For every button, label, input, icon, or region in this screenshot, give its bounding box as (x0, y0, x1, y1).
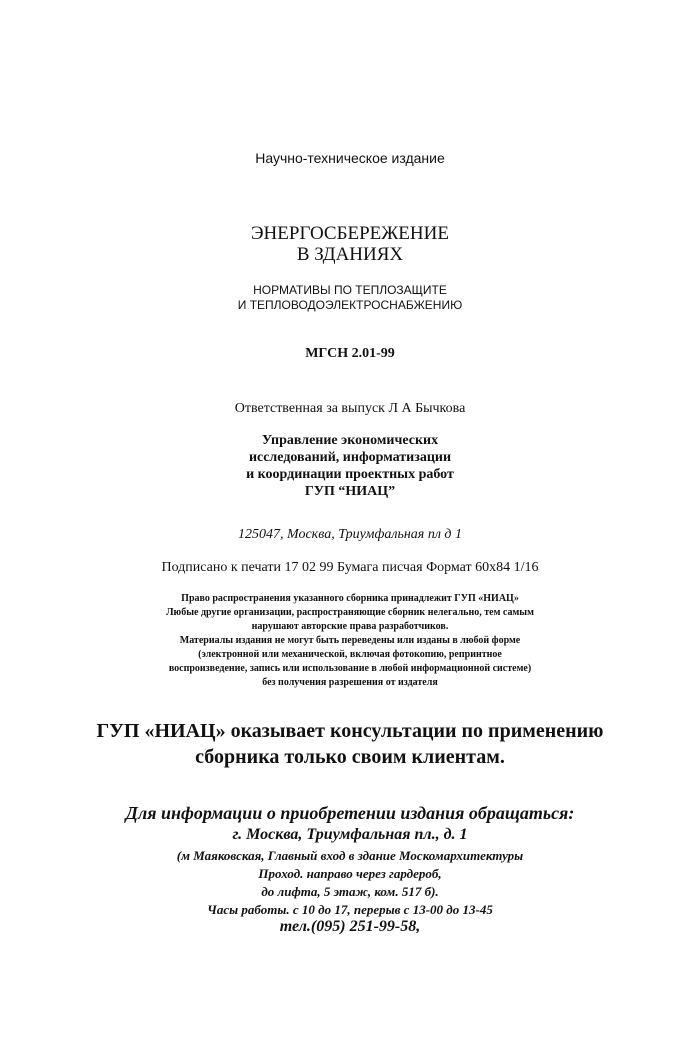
print-info: Подписано к печати 17 02 99 Бумага писчая Формат 60х84 1/16 (161, 560, 539, 575)
consult-line-2: сборника только своим клиентам. (195, 746, 505, 768)
publisher-line-4: ГУП “НИАЦ” (304, 484, 396, 499)
edition-type: Научно-техническое издание (255, 150, 445, 166)
subtitle-line-1: НОРМАТИВЫ ПО ТЕПЛОЗАЩИТЕ (253, 283, 447, 297)
document-code: МГСН 2.01-99 (305, 346, 395, 361)
contact-heading: Для информации о приобретении издания обращаться: (125, 803, 575, 823)
rights-line-1: Право распространения указанного сборника принадлежит ГУП «НИАЦ» (181, 593, 519, 604)
contact-address: г. Москва, Триумфальная пл., д. 1 (232, 826, 468, 843)
contact-phone: тел.(095) 251-99-58, (279, 918, 421, 935)
rights-line-3: нарушают авторские права разработчиков. (251, 621, 449, 632)
rights-line-4: Материалы издания не могут быть переведены или изданы в любой форме (179, 635, 521, 646)
rights-line-2: Любые другие организации, распространяющие сборник нелегально, тем самым (166, 607, 534, 618)
contact-directions-3: до лифта, 5 этаж, ком. 517 б). (261, 884, 439, 899)
contact-directions-2: Проход. направо через гардероб, (258, 866, 442, 881)
title-line-1: ЭНЕРГОСБЕРЕЖЕНИЕ (251, 223, 449, 244)
title-line-2: В ЗДАНИЯХ (296, 244, 404, 265)
rights-line-7: без получения разрешения от издателя (262, 677, 438, 688)
publisher-address: 125047, Москва, Триумфальная пл д 1 (238, 527, 462, 542)
subtitle-line-2: И ТЕПЛОВОДОЭЛЕКТРОСНАБЖЕНИЮ (237, 298, 463, 312)
publisher-line-2: исследований, информатизации (248, 450, 452, 465)
publisher-line-3: и координации проектных работ (246, 467, 454, 482)
publisher-line-1: Управление экономических (261, 433, 439, 448)
contact-directions-1: (м Маяковская, Главный вход в здание Москомархитектуры (176, 848, 524, 863)
contact-hours: Часы работы. с 10 до 17, перерыв с 13-00 до 13-45 (207, 902, 493, 917)
consult-line-1: ГУП «НИАЦ» оказывает консультации по применению (96, 720, 604, 742)
responsible-person: Ответственная за выпуск Л А Бычкова (234, 401, 466, 416)
rights-line-5: (электронной или механической, включая фотокопию, репринтное (198, 649, 502, 660)
rights-line-6: воспроизведение, запись или использование в любой информационной системе) (168, 663, 532, 674)
